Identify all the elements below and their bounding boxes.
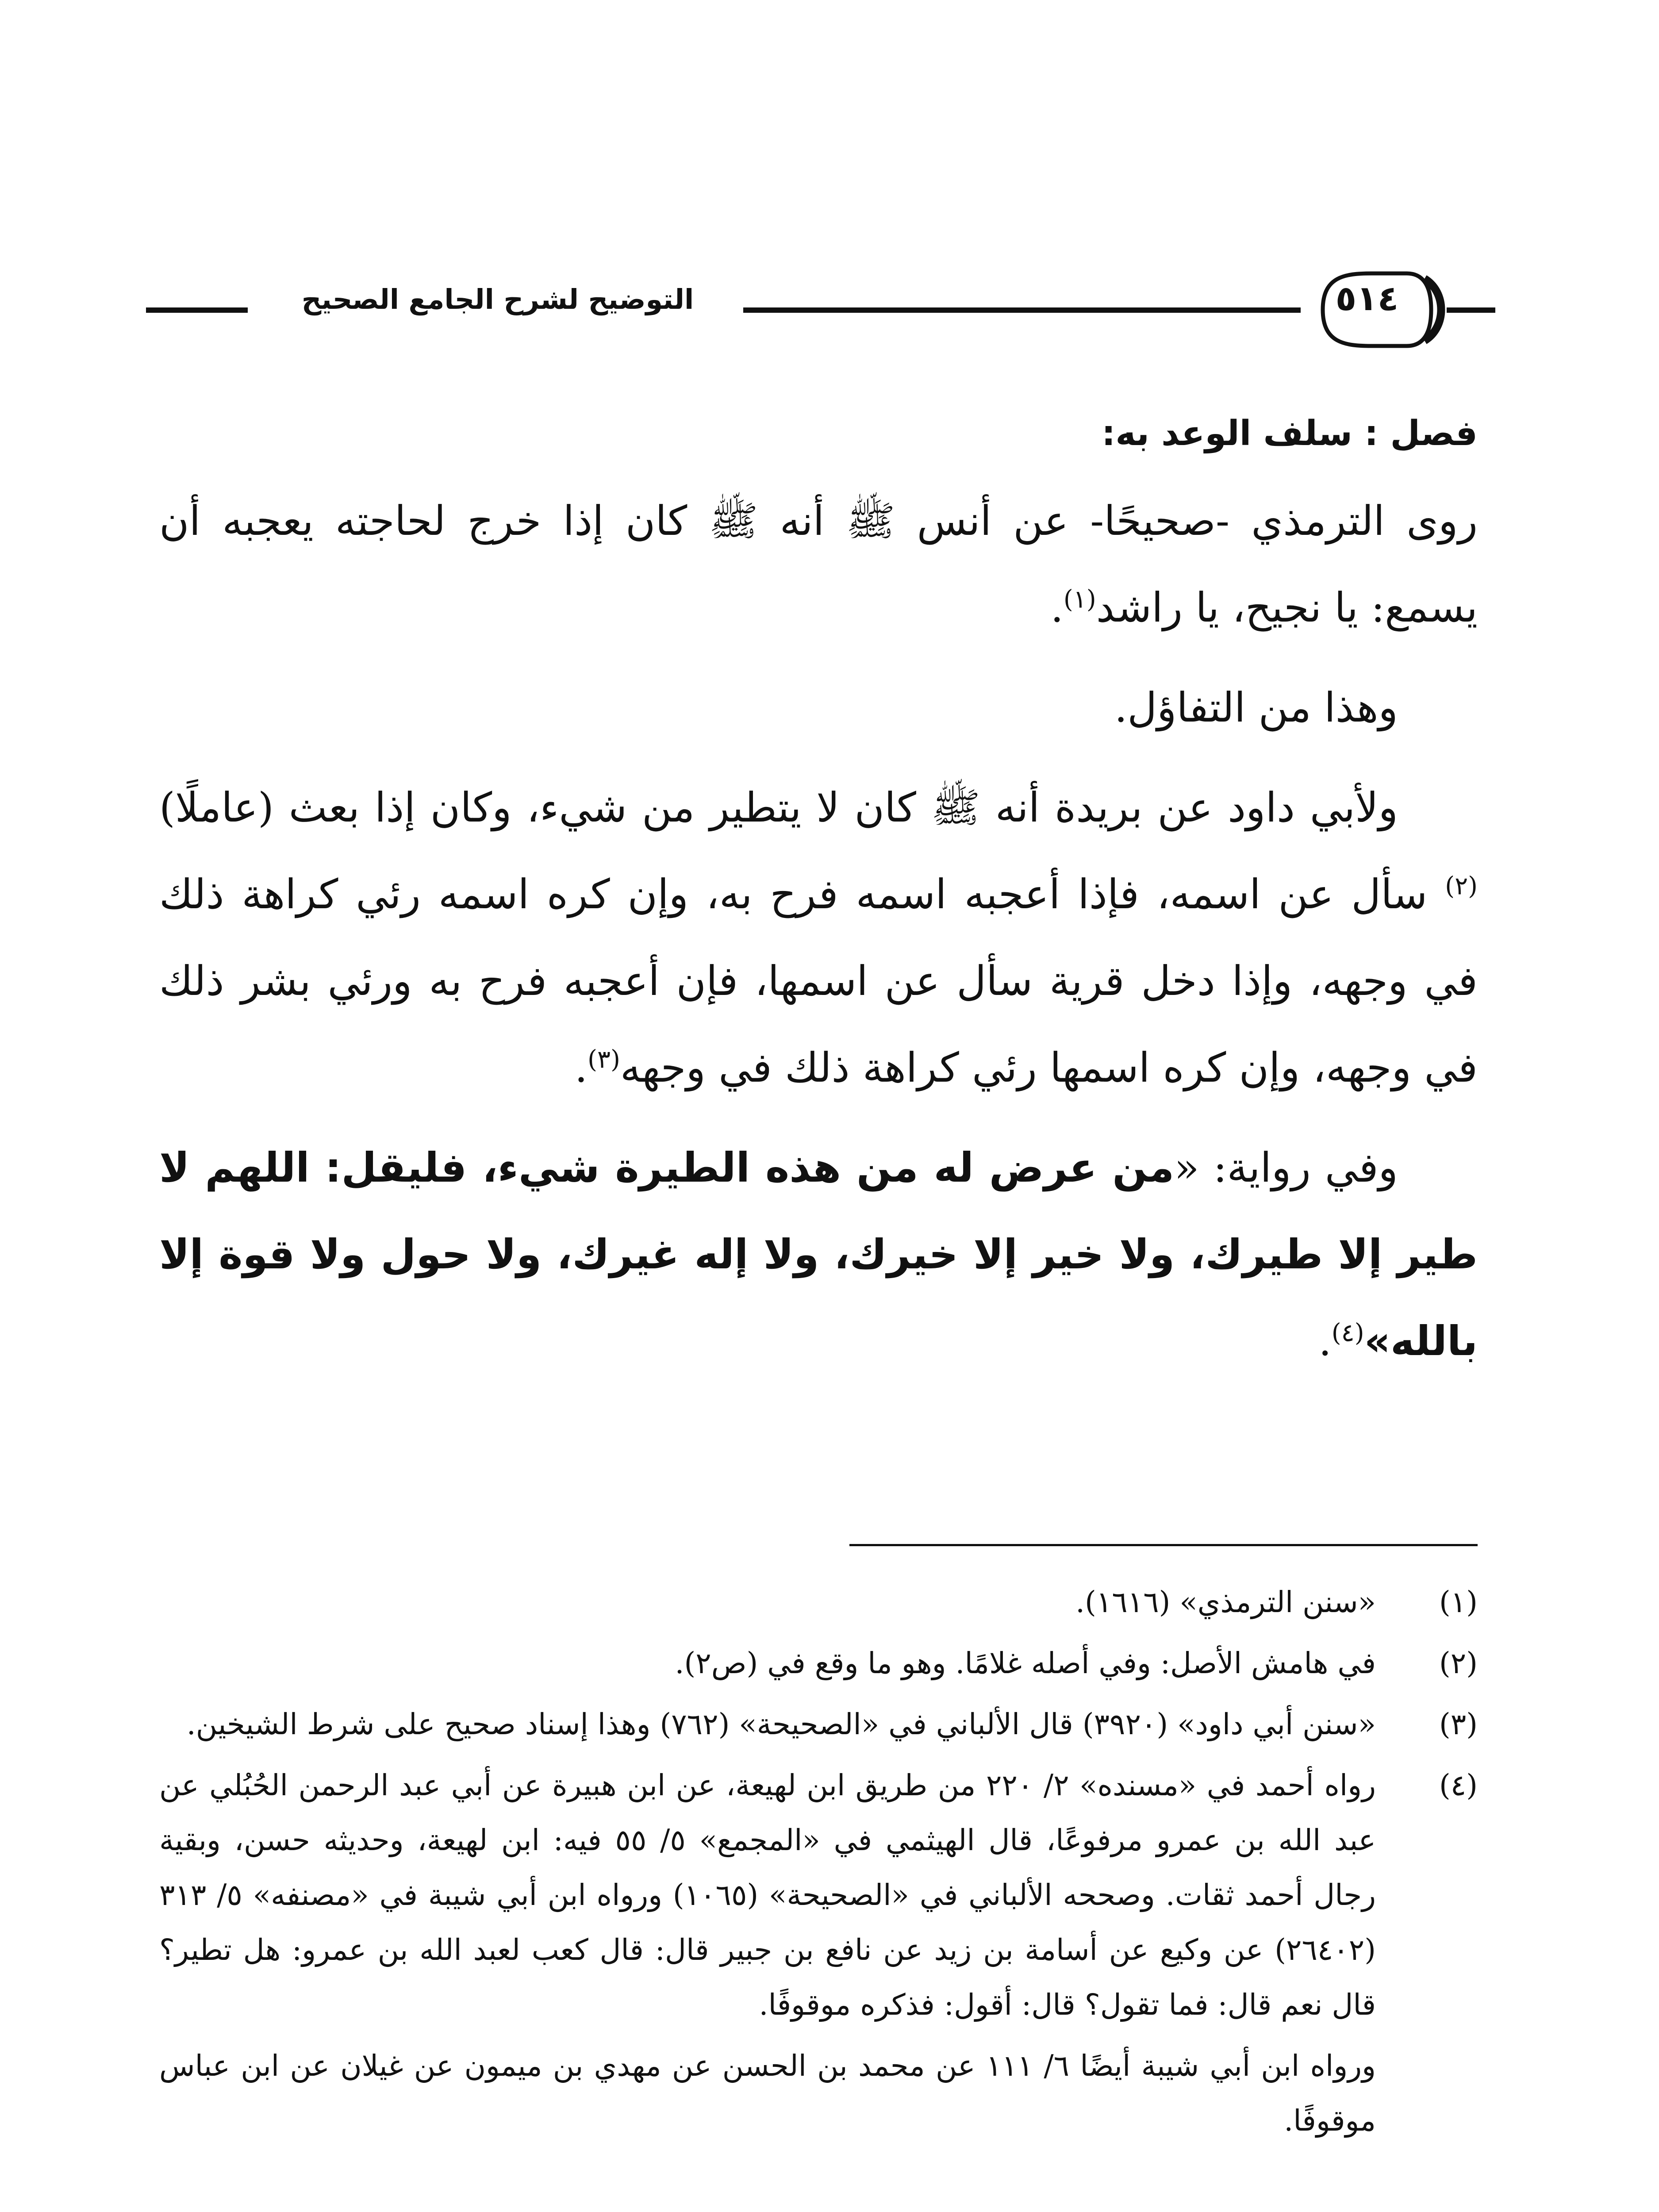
- footnote-separator: [849, 1544, 1478, 1546]
- footnote-number: (١): [1439, 1585, 1478, 1619]
- footnote-ref-1[interactable]: (١): [1063, 585, 1096, 614]
- footnote-text: رواه أحمد في «مسنده» ٢/ ٢٢٠ من طريق ابن لهيعة، عن ابن هبيرة عن أبي عبد الرحمن الحُبُلي عن عبد الله بن عمرو مرفوعًا، قال الهيثمي في «المجمع» ٥/ ٥٥ فيه: ابن لهيعة، وحديثه حسن، وبقية رجال أحمد ثقات. وصححه الألباني في «الصحيحة» (١٠٦٥) ورواه ابن أبي شيبة في «مصنفه» ٥/ ٣١٣ (٢٦٤٠٢) عن وكيع عن أسامة بن زيد عن نافع بن جبير قال: قال كعب لعبد الله بن عمرو: هل تطير؟ قال نعم قال: فما تقول؟ قال: أقول: فذكره موقوفًا.: [159, 1768, 1376, 2022]
- quote-close: »: [1364, 1317, 1391, 1365]
- footnote-text: في هامش الأصل: وفي أصله غلامًا. وهو ما وقع في (ص٢).: [675, 1646, 1376, 1680]
- page-number: ٥١٤: [1335, 279, 1399, 319]
- paragraph-text: وفي رواية: «: [1174, 1144, 1398, 1191]
- footnote-number: (٢): [1439, 1646, 1478, 1680]
- header-rule-left: [146, 307, 248, 313]
- footnote-4: [159, 1758, 1478, 2032]
- paragraph-text: ولأبي داود عن بريدة أنه ﷺ كان لا يتطير من شيء، وكان إذا بعث (عاملًا): [159, 784, 1398, 831]
- footnote-ref-3[interactable]: (٣): [588, 1045, 620, 1074]
- header-rule-right: [1447, 307, 1495, 313]
- paragraph-tirmidhi: [159, 478, 1478, 651]
- footnotes: [159, 1575, 1478, 2148]
- paragraph-text: روى الترمذي -صحيحًا- عن أنس ﷺ أنه ﷺ كان إذا خرج لحاجته يعجبه أن يسمع: يا نجيح، يا راشد: [159, 497, 1478, 631]
- footnote-number: (٣): [1439, 1707, 1478, 1741]
- hadith-quote: من عرض له من هذه الطيرة شيء، فليقل: اللهم لا طير إلا طيرك، ولا خير إلا خيرك، ولا إله غيرك، ولا حول ولا قوة إلا بالله: [159, 1144, 1478, 1365]
- paragraph-end: .: [574, 1044, 588, 1091]
- page-header: [146, 265, 1495, 367]
- footnote-number: (٤): [1439, 1768, 1478, 1802]
- footnote-1: [159, 1575, 1478, 1630]
- section-heading: فصل : سلف الوعد به:: [1102, 414, 1478, 453]
- paragraph-riwaya: [159, 1125, 1478, 1385]
- paragraph-text: سأل عن اسمه، فإذا أعجبه اسمه فرح به، وإن كره اسمه رئي كراهة ذلك في وجهه، وإذا دخل قرية سأل عن اسمها، فإن أعجبه فرح به ورئي بشر ذلك في وجهه، وإن كره اسمها رئي كراهة ذلك في وجهه: [159, 871, 1478, 1091]
- footnote-ref-4[interactable]: (٤): [1331, 1318, 1364, 1348]
- footnote-ref-2[interactable]: (٢): [1445, 872, 1478, 901]
- footnote-text: «سنن أبي داود» (٣٩٢٠) قال الألباني في «الصحيحة» (٧٦٢) وهذا إسناد صحيح على شرط الشيخين.: [186, 1707, 1376, 1741]
- footnote-continuation: ورواه ابن أبي شيبة أيضًا ٦/ ١١١ عن محمد بن الحسن عن مهدي بن ميمون عن غيلان عن ابن عباس موقوفًا.: [159, 2049, 1376, 2138]
- footnote-3: [159, 1697, 1478, 1752]
- header-rule-middle: [743, 307, 1301, 313]
- main-text: [159, 398, 1478, 1398]
- running-title: التوضيح لشرح الجامع الصحيح: [301, 283, 694, 315]
- paragraph-end: .: [1318, 1317, 1332, 1365]
- footnote-text: «سنن الترمذي» (١٦١٦).: [1075, 1585, 1376, 1619]
- paragraph-optimism: وهذا من التفاؤل.: [1114, 684, 1398, 731]
- footnote-2: [159, 1636, 1478, 1691]
- paragraph-abu-dawud: [159, 764, 1478, 1111]
- paragraph-end: .: [1050, 584, 1064, 631]
